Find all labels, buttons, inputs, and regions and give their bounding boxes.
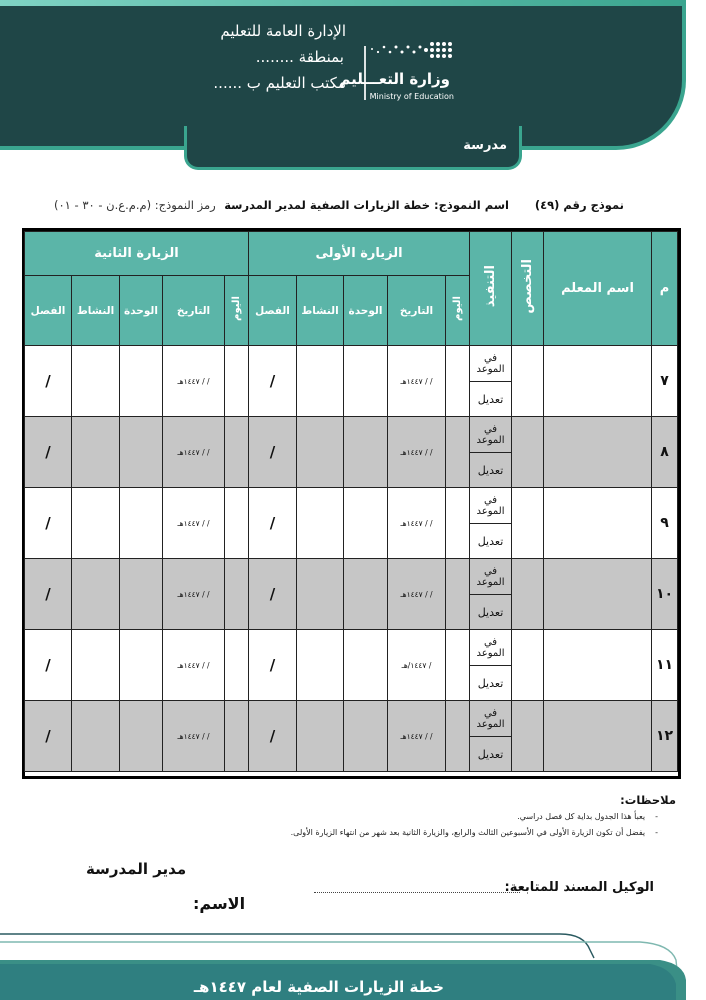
teacher-name-cell[interactable]: [544, 701, 652, 772]
teacher-name-cell[interactable]: [544, 346, 652, 417]
v2-unit-cell[interactable]: [120, 630, 163, 701]
v2-class-cell[interactable]: /: [25, 701, 72, 772]
v2-day-cell[interactable]: [225, 701, 249, 772]
exec-ontime-cell[interactable]: في الموعد: [470, 346, 512, 382]
v1-unit-cell[interactable]: [344, 488, 388, 559]
logo-english-text: Ministry of Education: [369, 92, 454, 101]
table-row: [25, 701, 678, 737]
v2-day-cell[interactable]: [225, 559, 249, 630]
v2-unit-cell[interactable]: [120, 701, 163, 772]
v2-day-cell[interactable]: [225, 417, 249, 488]
v1-activity-cell[interactable]: [297, 488, 344, 559]
v2-unit-cell[interactable]: [120, 346, 163, 417]
row-number: ٧: [652, 346, 678, 417]
v2-class-cell[interactable]: /: [25, 488, 72, 559]
v1-class-cell[interactable]: /: [249, 417, 297, 488]
header-line-region: بمنطقة ........: [255, 48, 344, 66]
v2-activity-cell[interactable]: [72, 701, 120, 772]
v2-class-cell[interactable]: /: [25, 559, 72, 630]
form-info-line: [54, 198, 624, 216]
v2-class-header: الفصل: [25, 276, 72, 346]
v2-activity-header: النشاط: [72, 276, 120, 346]
v1-activity-cell[interactable]: [297, 559, 344, 630]
teacher-name-cell[interactable]: [544, 417, 652, 488]
v2-activity-cell[interactable]: [72, 559, 120, 630]
v1-day-label: اليوم: [452, 296, 463, 321]
logo-dots-icon: [366, 40, 456, 62]
v2-class-cell[interactable]: /: [25, 630, 72, 701]
v1-class-cell[interactable]: /: [249, 346, 297, 417]
col-header-num: م: [652, 232, 678, 346]
exec-edit-cell[interactable]: تعديل: [470, 524, 512, 559]
agent-signature-label: الوكيل المسند للمتابعة:: [504, 880, 654, 895]
col-header-specialty: [512, 232, 544, 346]
note-dash: -: [655, 812, 658, 821]
table-row: [25, 488, 678, 524]
v2-day-cell[interactable]: [225, 630, 249, 701]
table-row: [25, 559, 678, 595]
v2-date-cell[interactable]: / / ١٤٤٧هـ: [163, 559, 225, 630]
header-line-office: مكتب التعليم ب ......: [213, 74, 346, 92]
exec-ontime-cell[interactable]: في الموعد: [470, 630, 512, 666]
v1-date-cell[interactable]: / / ١٤٤٧هـ: [388, 488, 446, 559]
v2-activity-cell[interactable]: [72, 630, 120, 701]
v1-class-cell[interactable]: /: [249, 488, 297, 559]
ministry-logo: [339, 40, 472, 106]
header-text-block: [213, 22, 346, 100]
header-line-admin: الإدارة العامة للتعليم: [220, 22, 346, 40]
v1-date-cell[interactable]: / ١٤٤٧/هـ: [388, 630, 446, 701]
row-number: ١٢: [652, 701, 678, 772]
v1-unit-cell[interactable]: [344, 701, 388, 772]
specialty-cell[interactable]: [512, 346, 544, 417]
v2-unit-cell[interactable]: [120, 559, 163, 630]
v2-day-cell[interactable]: [225, 346, 249, 417]
v2-date-header: التاريخ: [163, 276, 225, 346]
exec-ontime-cell[interactable]: في الموعد: [470, 417, 512, 453]
form-number: نموذج رقم (٤٩): [534, 198, 624, 212]
v2-date-cell[interactable]: / / ١٤٤٧هـ: [163, 701, 225, 772]
table-row: [25, 346, 678, 382]
col-header-visit2: الزيارة الثانية: [25, 232, 249, 276]
v2-class-cell[interactable]: /: [25, 346, 72, 417]
v1-date-cell[interactable]: / / ١٤٤٧هـ: [388, 701, 446, 772]
exec-ontime-cell[interactable]: في الموعد: [470, 488, 512, 524]
v1-class-cell[interactable]: /: [249, 701, 297, 772]
v1-unit-header: الوحدة: [344, 276, 388, 346]
v1-day-cell[interactable]: [446, 346, 470, 417]
note-item: [291, 812, 658, 821]
v1-day-cell[interactable]: [446, 701, 470, 772]
exec-ontime-cell[interactable]: في الموعد: [470, 559, 512, 595]
v1-activity-cell[interactable]: [297, 630, 344, 701]
teacher-name-cell[interactable]: [544, 630, 652, 701]
visits-table-frame: [22, 228, 681, 779]
v2-day-header: [225, 276, 249, 346]
header-row-top: [25, 232, 678, 276]
v2-activity-cell[interactable]: [72, 488, 120, 559]
v1-date-cell[interactable]: / / ١٤٤٧هـ: [388, 346, 446, 417]
execution-label: التنفيذ: [483, 265, 498, 308]
v1-day-cell[interactable]: [446, 559, 470, 630]
exec-edit-cell[interactable]: تعديل: [470, 595, 512, 630]
v1-day-cell[interactable]: [446, 417, 470, 488]
exec-edit-cell[interactable]: تعديل: [470, 453, 512, 488]
v2-day-label: اليوم: [231, 296, 242, 321]
specialty-cell[interactable]: [512, 417, 544, 488]
v1-class-cell[interactable]: /: [249, 559, 297, 630]
v1-day-cell[interactable]: [446, 488, 470, 559]
teacher-name-cell[interactable]: [544, 559, 652, 630]
v1-unit-cell[interactable]: [344, 559, 388, 630]
table-row: [25, 417, 678, 453]
exec-edit-cell[interactable]: تعديل: [470, 666, 512, 701]
manager-name-label: الاسم:: [193, 894, 246, 913]
v1-date-cell[interactable]: / / ١٤٤٧هـ: [388, 559, 446, 630]
form-code: رمز النموذج: (م.م.ع.ن - ٣٠ - ٠١): [54, 198, 216, 212]
v2-day-cell[interactable]: [225, 488, 249, 559]
school-label: مدرسة: [463, 138, 507, 153]
v1-class-header: الفصل: [249, 276, 297, 346]
footer-title: خطة الزيارات الصفية لعام ١٤٤٧هـ: [193, 978, 444, 996]
col-header-teacher: اسم المعلم: [544, 232, 652, 346]
visits-table: [24, 231, 678, 772]
v1-date-cell[interactable]: / / ١٤٤٧هـ: [388, 417, 446, 488]
row-number: ١٠: [652, 559, 678, 630]
notes-title: ملاحظات:: [620, 793, 676, 807]
v2-activity-cell[interactable]: [72, 417, 120, 488]
note-text: يعبأ هذا الجدول بداية كل فصل دراسي.: [517, 812, 646, 821]
v2-unit-header: الوحدة: [120, 276, 163, 346]
exec-edit-cell[interactable]: تعديل: [470, 382, 512, 417]
v1-unit-cell[interactable]: [344, 346, 388, 417]
logo-arabic-text: وزارة التعـــليم: [339, 70, 450, 88]
v1-activity-header: النشاط: [297, 276, 344, 346]
v2-class-cell[interactable]: /: [25, 417, 72, 488]
v1-class-cell[interactable]: /: [249, 630, 297, 701]
teacher-name-cell[interactable]: [544, 488, 652, 559]
note-dash: -: [655, 828, 658, 837]
v2-date-cell[interactable]: / / ١٤٤٧هـ: [163, 488, 225, 559]
v2-date-cell[interactable]: / / ١٤٤٧هـ: [163, 346, 225, 417]
school-tab: [184, 126, 522, 170]
exec-ontime-cell[interactable]: في الموعد: [470, 701, 512, 737]
row-number: ١١: [652, 630, 678, 701]
v1-day-cell[interactable]: [446, 630, 470, 701]
row-number: ٨: [652, 417, 678, 488]
form-name: اسم النموذج: خطة الزيارات الصفية لمدير المدرسة: [224, 198, 509, 212]
agent-signature-line: [314, 892, 520, 893]
specialty-cell[interactable]: [512, 701, 544, 772]
v2-date-cell[interactable]: / / ١٤٤٧هـ: [163, 417, 225, 488]
col-header-execution: [470, 232, 512, 346]
note-item: [291, 828, 658, 837]
v1-unit-cell[interactable]: [344, 630, 388, 701]
v1-date-header: التاريخ: [388, 276, 446, 346]
specialty-cell[interactable]: [512, 488, 544, 559]
v1-day-header: [446, 276, 470, 346]
col-header-visit1: الزيارة الأولى: [249, 232, 470, 276]
v2-unit-cell[interactable]: [120, 417, 163, 488]
specialty-cell[interactable]: [512, 630, 544, 701]
row-number: ٩: [652, 488, 678, 559]
v1-unit-cell[interactable]: [344, 417, 388, 488]
note-text: يفضل أن تكون الزيارة الأولى في الأسبوعين الثالث والرابع، والزيارة الثانية بعد شهر من انتهاء الزيارة الأولى.: [290, 828, 646, 837]
v1-activity-cell[interactable]: [297, 701, 344, 772]
v2-activity-cell[interactable]: [72, 346, 120, 417]
specialty-cell[interactable]: [512, 559, 544, 630]
exec-edit-cell[interactable]: تعديل: [470, 737, 512, 772]
table-row: [25, 630, 678, 666]
specialty-label: التخصص: [520, 259, 535, 314]
notes-list: [291, 812, 658, 844]
v2-unit-cell[interactable]: [120, 488, 163, 559]
v2-date-cell[interactable]: / / ١٤٤٧هـ: [163, 630, 225, 701]
v1-activity-cell[interactable]: [297, 346, 344, 417]
v1-activity-cell[interactable]: [297, 417, 344, 488]
manager-signature-label: مدير المدرسة: [86, 860, 187, 878]
